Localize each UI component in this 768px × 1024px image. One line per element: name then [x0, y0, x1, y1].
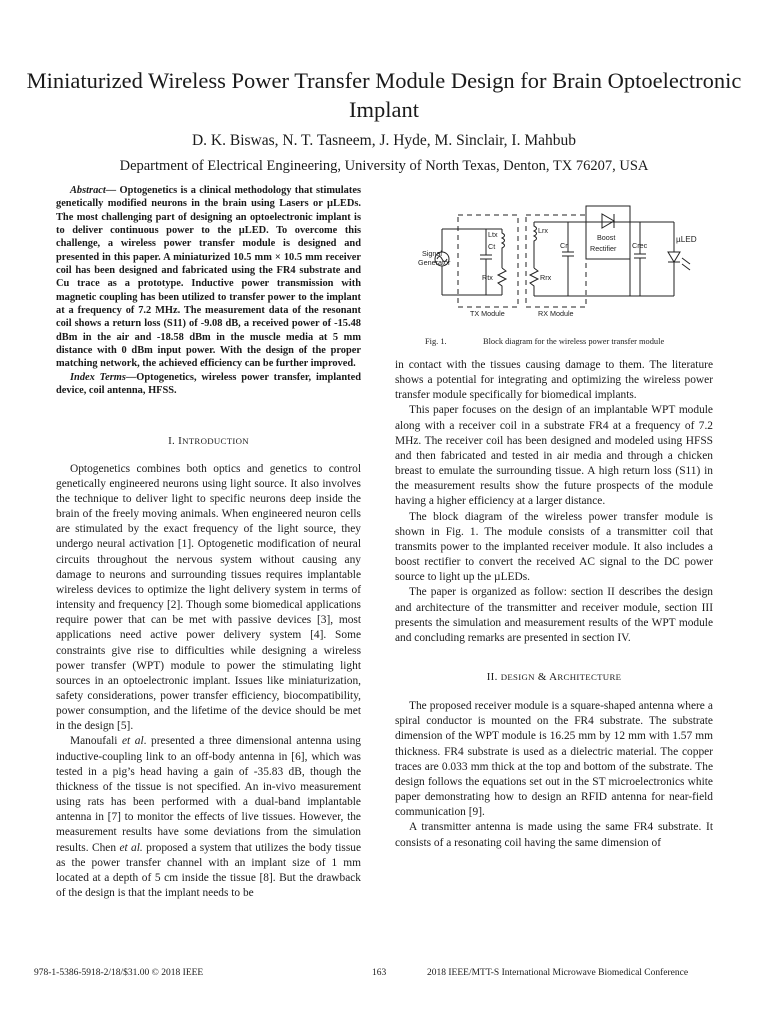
lrx-inductor — [534, 222, 537, 244]
figure-caption-text: Block diagram for the wireless power transfer module — [483, 337, 665, 346]
paper-title: Miniaturized Wireless Power Transfer Module Design for Brain Optoelectronic Implant — [26, 68, 742, 122]
label-ct: Ct — [488, 242, 496, 251]
ltx-inductor — [502, 229, 505, 251]
rtx-resistor — [498, 268, 506, 295]
abstract-label: Abstract— — [70, 185, 117, 196]
label-rectifier: Rectifier — [590, 244, 617, 253]
footer-copyright: 978-1-5386-5918-2/18/$31.00 © 2018 IEEE — [34, 968, 204, 978]
right-paragraph: The paper is organized as follow: section II describes the design and architecture of the transmitter and receiver module, section III presents the simulation and measurement results of the WPT module and concluding remarks are presented in section IV. — [395, 586, 713, 644]
right-column — [395, 358, 713, 851]
uled-symbol — [668, 252, 680, 262]
intro-paragraph: Optogenetics combines both optics and genetics to control genetically engineered neurons using light source. It also involves the technique to deliver light to specific neurons deep inside the brain of the freely moving animals. When engineered neuron cells are stimulated by the exact frequency of the light source, they undergo neural activation [1]. Optogenetic modification of neural circuits throughout the nervous system without causing any damage to neurons and surrounding tissues requires implantable wireless devices to optimize the light delivery system in terms of intensity and frequency [2]. Though some biomedical applications require power that can be met with passive devices [3], most applications need active power delivery system [4]. Some constraints give rise to difficulties while designing a wireless power transfer (WPT) module to power the stimulating light sources in an optoelectronic implant. Issues like miniaturization, safety considerations, power transfer efficiency, biocompatibility, power consumption, and the lifetime of the device should be met in the design [5]. — [56, 462, 361, 733]
label-signal: Signal — [422, 249, 442, 258]
abstract — [56, 184, 361, 398]
section-heading-introduction: I. INTRODUCTION — [168, 434, 249, 447]
label-tx-module: TX Module — [470, 309, 505, 318]
right-paragraph: This paper focuses on the design of an implantable WPT module along with a receiver coil in a substrate FR4 at a frequency of 7.2 MHz. The receiver coil has been designed and modeled using HFSS and then fabricated and tested in air media and through a chicken breast to emulate the surrounding tissue. A high return loss (S11) in the measurement results show the future prospects of the module having a higher efficiency at a larger distance. — [395, 404, 713, 508]
abstract-text: Optogenetics is a clinical methodology that stimulates genetically modified neurons in the brain using Lasers or µLEDs. The most challenging part of designing an optoelectronic implant is to deliver continuous power to the µLED. To overcome this challenge, a wireless power transfer module is designed and presented in this paper. A miniaturized 10.5 mm × 10.5 mm receiver coil has been designed and fabricated using the FR4 substrate and Cu trace as a prototype. Inductive power transmission with magnetic coupling has been utilized to transfer power to the implant at a frequency of 7.2 MHz. The measurement data of the resonant coil shows a return loss (S11) of -9.08 dB, a received power of -15.48 dBm in the air and -18.58 dBm in the muscle media at 5 mm distance with 0 dBm input power. With the design of the proper matching network, the achieved efficiency can be further improved. — [56, 185, 361, 370]
right-paragraph: A transmitter antenna is made using the same FR4 substrate. It consists of a resonating coil having the same dimension of — [395, 821, 713, 849]
label-rx-module: RX Module — [538, 309, 574, 318]
label-lrx: Lrx — [538, 226, 548, 235]
label-rrx: Rrx — [540, 273, 552, 282]
footer-page-number: 163 — [372, 968, 387, 978]
label-crec: Crec — [632, 241, 648, 250]
right-paragraph: The block diagram of the wireless power transfer module is shown in Fig. 1. The module consists of a transmitter coil that transmits power to the implanted receiver module. It also includes a boost rectifier to convert the received AC signal to the DC power source to light up the µLEDs. — [395, 510, 713, 584]
block-diagram-figure — [418, 196, 708, 326]
footer-conference: 2018 IEEE/MTT-S International Microwave Biomedical Conference — [427, 968, 689, 978]
index-terms-text: —Optogenetics, wireless power transfer, implanted device, coil antenna, HFSS. — [56, 371, 361, 397]
intro-paragraph-manoufali: Manoufali et al. presented a three dimensional antenna using inductive-coupling link to an off-body antenna in [6], which was tested in a pig’s head having a gain of -35.83 dB, though the thickness of the tissue is not specified. An in-vivo measurement using rats has been performed with a dual-band implantable antenna in [7] to monitor the effects of live tissues. However, the measurement results have some deviations from the simulation results. Chen et al. proposed a system that utilizes the body tissue as the power transfer channel with an implant size of 1 mm located at a depth of 5 cm inside the tissue [8]. But the drawback of the design is that the implant needs to be — [56, 735, 362, 900]
affiliation: Department of Electrical Engineering, University of North Texas, Denton, TX 76207, USA — [119, 158, 649, 174]
authors: D. K. Biswas, N. T. Tasneem, J. Hyde, M. Sinclair, I. Mahbub — [191, 132, 577, 149]
right-paragraph: The proposed receiver module is a square-shaped antenna where a spiral conductor is mounted on the FR4 substrate. The substrate dimension of the WPT module is 16.25 mm by 12 mm with 1.57 mm thickness. FR4 substrate is used as a dielectric material. The copper traces are 0.033 mm thick at the top and bottom of the substrate. The design follows the equations set out in the ST microelectronics white paper demonstrating how to design an RFID antenna for near-field communication [9]. — [395, 700, 713, 819]
figure-caption — [425, 337, 725, 346]
label-ltx: Ltx — [488, 230, 498, 239]
label-cr: Cr — [560, 241, 568, 250]
section-heading-design-architecture: II. DESIGN & ARCHITECTURE — [486, 670, 622, 683]
label-uled: µLED — [676, 235, 697, 244]
label-boost: Boost — [597, 233, 616, 242]
label-rtx: Rtx — [482, 273, 493, 282]
right-paragraph: in contact with the tissues causing damage to them. The literature shows a potential for integrating and optimizing the wireless power transfer module specifically for biomedical implants. — [395, 359, 713, 402]
figure-caption-label: Fig. 1. — [425, 337, 447, 346]
index-terms-label: Index Terms — [70, 371, 126, 383]
left-column — [56, 184, 361, 901]
rrx-resistor — [530, 268, 538, 296]
rx-module-box — [526, 215, 586, 307]
diode-symbol — [602, 214, 614, 228]
label-generator: Generator — [418, 258, 451, 267]
